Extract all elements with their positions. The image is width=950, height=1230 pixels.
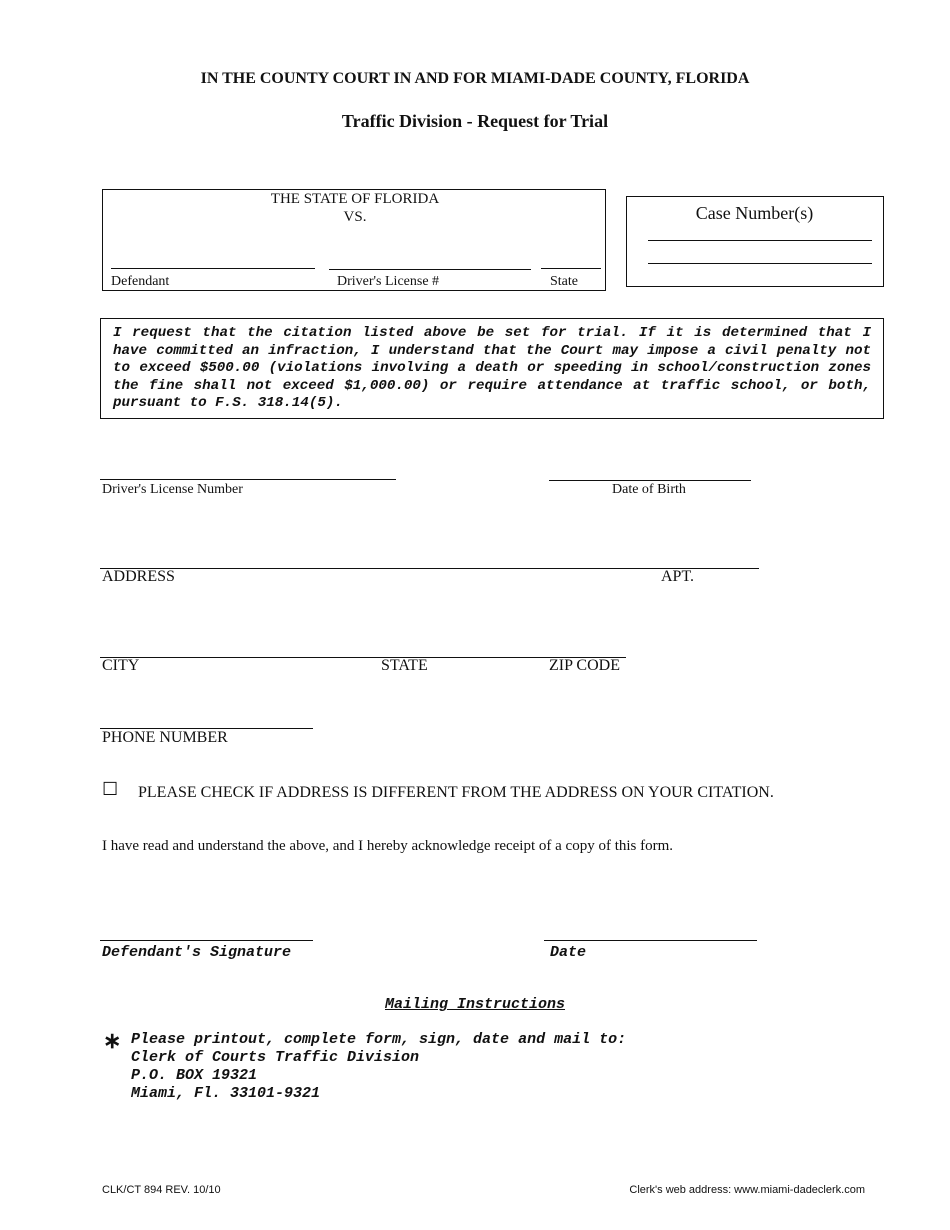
license-label: Driver's License # [337,274,440,289]
request-statement: I request that the citation listed above be set for trial. If it is determined that I have committed an infraction, I understand that the Court may impose a civil penalty not to exceed $500.00 (violations involving a death or speeding in school/construction zones the fine shall not exceed $1,000.00) or require attendance at traffic school, or both, pursuant to F.S. 318.14(5). [113,325,871,412]
date-line[interactable] [544,940,757,941]
page-title: Traffic Division - Request for Trial [341,111,609,131]
clerk-web-address[interactable]: Clerk's web address: www.miami-dadeclerk.com [629,1184,865,1196]
mailing-line-3: P.O. BOX 19321 [131,1067,258,1084]
license-line[interactable] [329,269,531,270]
signature-label: Defendant's Signature [102,944,292,961]
license-number-label: Driver's License Number [102,482,243,497]
city-state-zip-line[interactable] [100,657,626,658]
case-number-box [626,196,884,287]
caption-box [102,189,606,291]
case-number-line-1[interactable] [648,240,872,241]
zip-label: ZIP CODE [549,657,620,674]
address-label: ADDRESS [102,568,175,585]
address-change-label: PLEASE CHECK IF ADDRESS IS DIFFERENT FROM THE ADDRESS ON YOUR CITATION. [138,784,774,801]
state-line[interactable] [541,268,601,269]
address-change-checkbox[interactable]: ☐ [102,779,119,799]
apt-label: APT. [661,568,695,585]
mailing-heading: Mailing Instructions [384,996,566,1013]
request-statement-box [100,318,884,419]
dob-label: Date of Birth [612,482,686,497]
date-label: Date [550,944,587,961]
defendant-line[interactable] [111,268,315,269]
acknowledgement-text: I have read and understand the above, and I hereby acknowledge receipt of a copy of this form. [102,838,674,854]
court-heading: IN THE COUNTY COURT IN AND FOR MIAMI-DADE COUNTY, FLORIDA [200,70,750,87]
city-label: CITY [102,657,140,674]
state-field-label: STATE [381,657,428,674]
case-number-label: Case Number(s) [695,203,814,223]
mailing-line-4: Miami, Fl. 33101-9321 [131,1085,321,1102]
form-id: CLK/CT 894 REV. 10/10 [102,1184,221,1196]
mailing-line-1: Please printout, complete form, sign, date and mail to: [131,1031,627,1048]
mailing-line-2: Clerk of Courts Traffic Division [131,1049,420,1066]
defendant-label: Defendant [111,274,170,289]
state-label: State [550,274,578,289]
state-of-florida: THE STATE OF FLORIDA [270,191,440,207]
versus-label: VS. [343,209,367,225]
phone-label: PHONE NUMBER [102,729,228,746]
dob-line[interactable] [549,480,751,481]
bullet-icon: ∗ [103,1028,122,1053]
case-number-line-2[interactable] [648,263,872,264]
signature-line[interactable] [100,940,313,941]
license-number-line[interactable] [100,479,396,480]
